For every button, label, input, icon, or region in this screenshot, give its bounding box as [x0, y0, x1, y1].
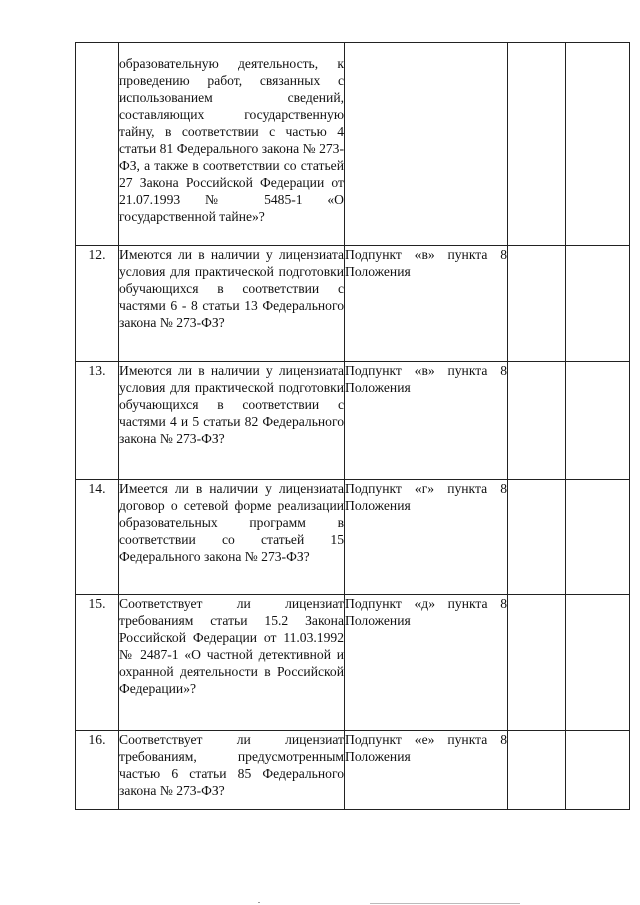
checklist-table [75, 42, 630, 810]
table-row [76, 480, 630, 595]
table-row [76, 595, 630, 731]
table-row [76, 362, 630, 480]
reference-cell [345, 43, 508, 246]
row-number: 15. [76, 595, 119, 731]
note-cell [566, 246, 630, 362]
answer-cell [508, 595, 566, 731]
note-cell [566, 595, 630, 731]
footer-rule [370, 903, 520, 904]
row-number: 13. [76, 362, 119, 480]
answer-cell [508, 480, 566, 595]
reference-cell: Подпункт «в» пункта 8 Положения [345, 362, 508, 480]
scan-mark [258, 902, 260, 903]
reference-cell: Подпункт «е» пункта 8 Положения [345, 731, 508, 810]
note-cell [566, 480, 630, 595]
number-cell [76, 43, 119, 246]
table-row [76, 731, 630, 810]
question-cell: Имеются ли в наличии у лицензиата условия для практической подготовки обучающихся в соответствии с частями 4 и 5 статьи 82 Федерального закона № 273-ФЗ? [119, 362, 345, 480]
table-row-continuation [76, 43, 630, 246]
question-cell: Имеется ли в наличии у лицензиата договор о сетевой форме реализации образовательных программ в соответствии со статьей 15 Федерального закона № 273-ФЗ? [119, 480, 345, 595]
table-row [76, 246, 630, 362]
row-number: 16. [76, 731, 119, 810]
question-cell: Имеются ли в наличии у лицензиата условия для практической подготовки обучающихся в соответствии с частями 6 - 8 статьи 13 Федерального закона № 273-ФЗ? [119, 246, 345, 362]
reference-cell: Подпункт «в» пункта 8 Положения [345, 246, 508, 362]
note-cell [566, 43, 630, 246]
question-cell: образовательную деятельность, к проведению работ, связанных с использованием сведений, составляющих государственную тайну, в соответствии с частью 4 статьи 81 Федерального закона № 273-ФЗ, а также в соответствии со статьей 27 Закона Российской Федерации от 21.07.1993 № 5485-1 «О государственной тайне»? [119, 43, 345, 246]
reference-cell: Подпункт «д» пункта 8 Положения [345, 595, 508, 731]
row-number: 12. [76, 246, 119, 362]
row-number: 14. [76, 480, 119, 595]
note-cell [566, 731, 630, 810]
question-cell: Соответствует ли лицензиат требованиям, предусмотренным частью 6 статьи 85 Федерального закона № 273-ФЗ? [119, 731, 345, 810]
answer-cell [508, 362, 566, 480]
question-cell: Соответствует ли лицензиат требованиям статьи 15.2 Закона Российской Федерации от 11.03.1992 № 2487-1 «О частной детективной и охранной деятельности в Российской Федерации»? [119, 595, 345, 731]
note-cell [566, 362, 630, 480]
reference-cell: Подпункт «г» пункта 8 Положения [345, 480, 508, 595]
answer-cell [508, 246, 566, 362]
answer-cell [508, 43, 566, 246]
answer-cell [508, 731, 566, 810]
